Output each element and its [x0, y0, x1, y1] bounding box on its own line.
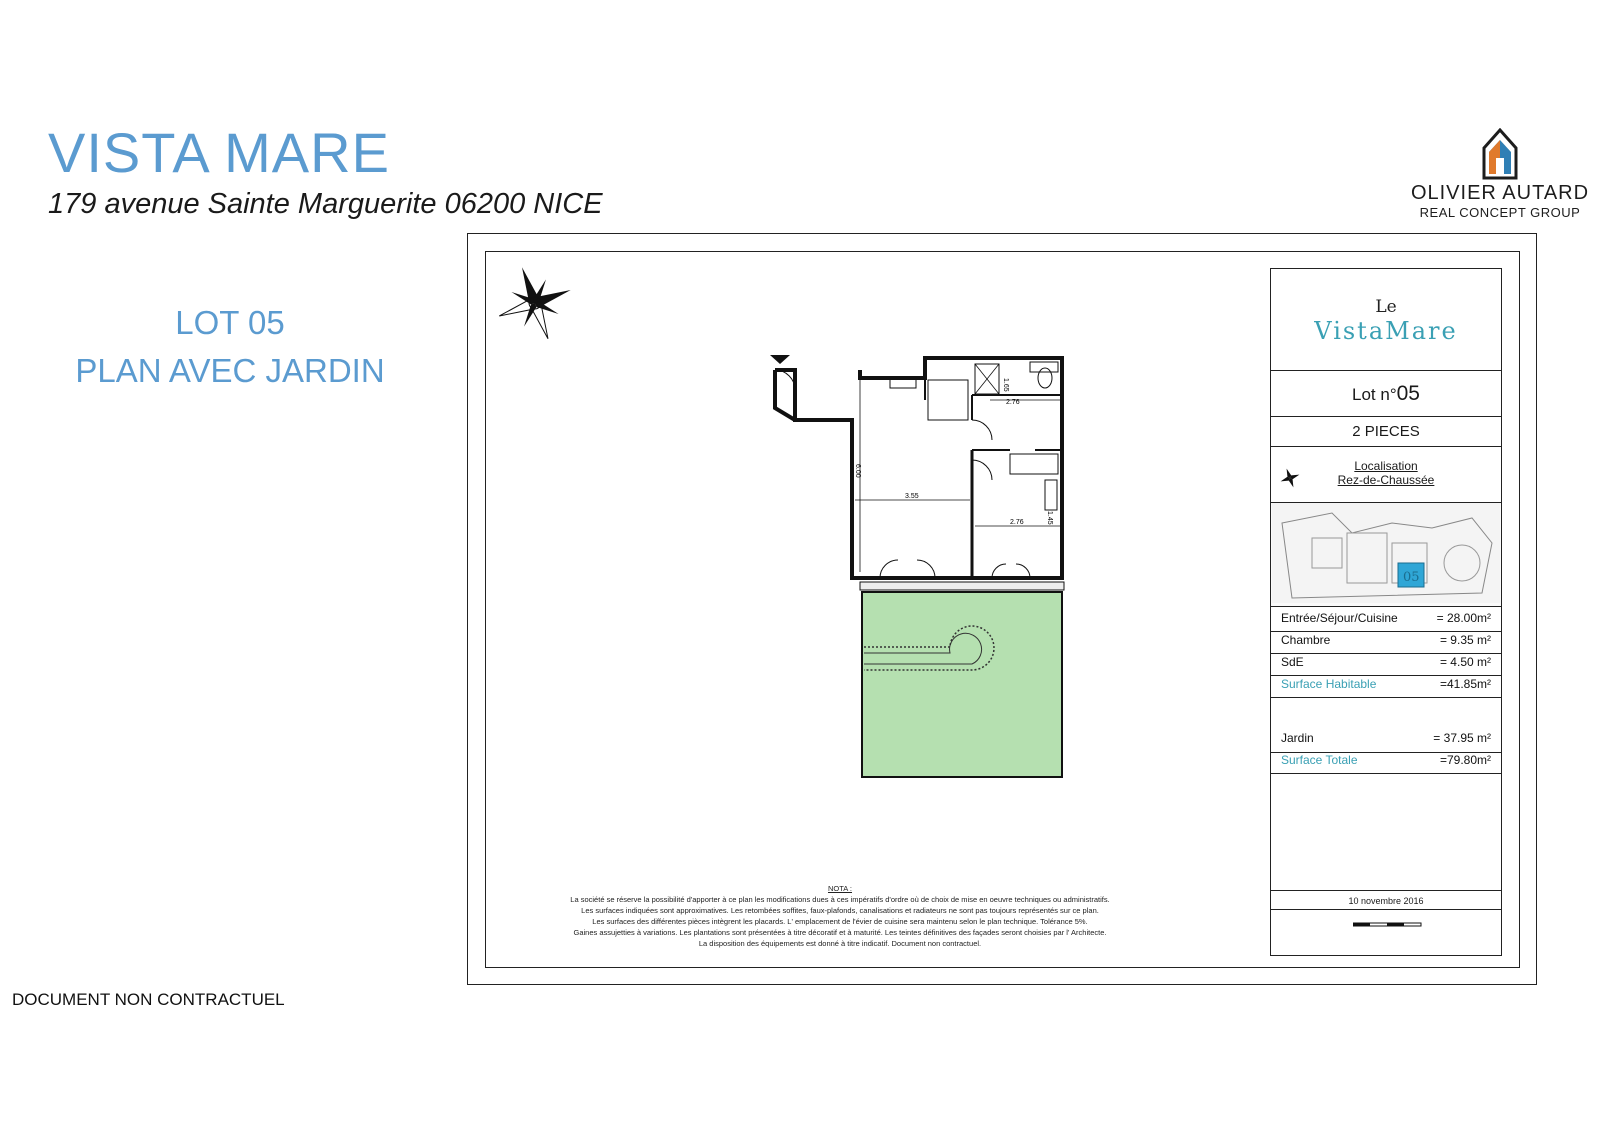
surface-value: = 4.50 m²: [1439, 655, 1491, 669]
compass-rose-icon: [490, 262, 580, 344]
location-label: Localisation: [1354, 459, 1418, 473]
rooms-row: 2 PIECES: [1271, 417, 1501, 447]
total-value: =79.80m²: [1439, 753, 1491, 767]
location-value: Rez-de-Chaussée: [1337, 473, 1435, 487]
floor-plan: [760, 350, 1070, 790]
dimension-label: 2.76: [1010, 519, 1024, 526]
surface-value: =41.85m²: [1439, 677, 1491, 691]
garden: [862, 592, 1062, 777]
entry-arrow-icon: [770, 355, 790, 364]
lot-marker: 05: [1403, 570, 1420, 585]
logo-subtitle: REAL CONCEPT GROUP: [1419, 205, 1581, 220]
project-address: 179 avenue Sainte Marguerite 06200 NICE: [48, 188, 603, 220]
surface-label: Chambre: [1281, 633, 1331, 647]
surface-row: [1271, 611, 1501, 632]
nota-line: Les surfaces indiquées sont approximatives. Les retombées soffites, faux-plafonds, canalisations et radiateurs ne sont pas toujours représentés sur ce plan.: [581, 906, 1099, 915]
total-label: Surface Totale: [1281, 753, 1358, 767]
dimension-label: 1.45: [1046, 511, 1053, 525]
dimension-label: 6.00: [854, 464, 861, 478]
nota-line: La société se réserve la possibilité d'apporter à ce plan les modifications dues à ces impératifs d'ordre où de choix de mise en oeuvre techniques ou administratifs.: [570, 895, 1110, 904]
lot-number-row: [1271, 371, 1501, 417]
nota-line: Gaines assujetties à variations. Les plantations sont présentées à titre décoratif et à maturité. Les teintes définitives des façades seront choisies par l' Architecte.: [573, 928, 1107, 937]
garden-value: = 37.95 m²: [1433, 731, 1491, 745]
surface-row: [1271, 655, 1501, 676]
building-logo-icon: [1478, 128, 1522, 180]
lot-label: Lot n°: [1352, 385, 1397, 404]
compass-small-icon: [1279, 467, 1301, 489]
nota-line: Les surfaces des différentes pièces intègrent les placards. L' emplacement de l'évier de cuisine sera maintenu selon le plan technique. Tolérance 5%.: [592, 917, 1088, 926]
site-map-drawing: [1272, 503, 1500, 603]
date-row: 10 novembre 2016: [1271, 890, 1501, 910]
surface-label: SdE: [1281, 655, 1304, 669]
nota-line: La disposition des équipements est donné à titre indicatif. Document non contractuel.: [698, 939, 982, 948]
dimension-label: 3.55: [905, 493, 919, 500]
plan-type-heading: PLAN AVEC JARDIN: [75, 352, 385, 389]
logo-name: OLIVIER AUTARD: [1410, 182, 1590, 204]
title-block: [1270, 268, 1502, 956]
total-row: [1271, 752, 1501, 774]
location-row: [1271, 447, 1501, 503]
surface-value: = 9.35 m²: [1439, 633, 1491, 647]
lot-number: 05: [1396, 382, 1420, 405]
surface-label: Entrée/Séjour/Cuisine: [1281, 611, 1398, 625]
brand-le: Le: [1375, 297, 1397, 317]
dimension-label: 2.76: [1006, 399, 1020, 406]
nota-block: [520, 883, 1160, 949]
brand-box: [1271, 269, 1501, 371]
surface-row: [1271, 633, 1501, 654]
apartment-walls: [775, 358, 1062, 578]
scale-bar: [1353, 921, 1423, 929]
brand-name: VistaMare: [1314, 317, 1458, 345]
surface-total-row: [1271, 677, 1501, 698]
project-title: VISTA MARE: [48, 121, 390, 184]
garden-row: [1271, 731, 1501, 752]
surface-label: Surface Habitable: [1281, 677, 1377, 691]
dimension-label: 1.65: [1002, 378, 1009, 392]
disclaimer: DOCUMENT NON CONTRACTUEL: [12, 990, 285, 1009]
lot-number-heading: LOT 05: [175, 304, 285, 341]
garden-label: Jardin: [1281, 731, 1314, 745]
nota-title: NOTA :: [827, 884, 853, 893]
company-logo: [1400, 128, 1600, 220]
surface-value: = 28.00m²: [1436, 611, 1491, 625]
site-map: [1271, 503, 1501, 607]
